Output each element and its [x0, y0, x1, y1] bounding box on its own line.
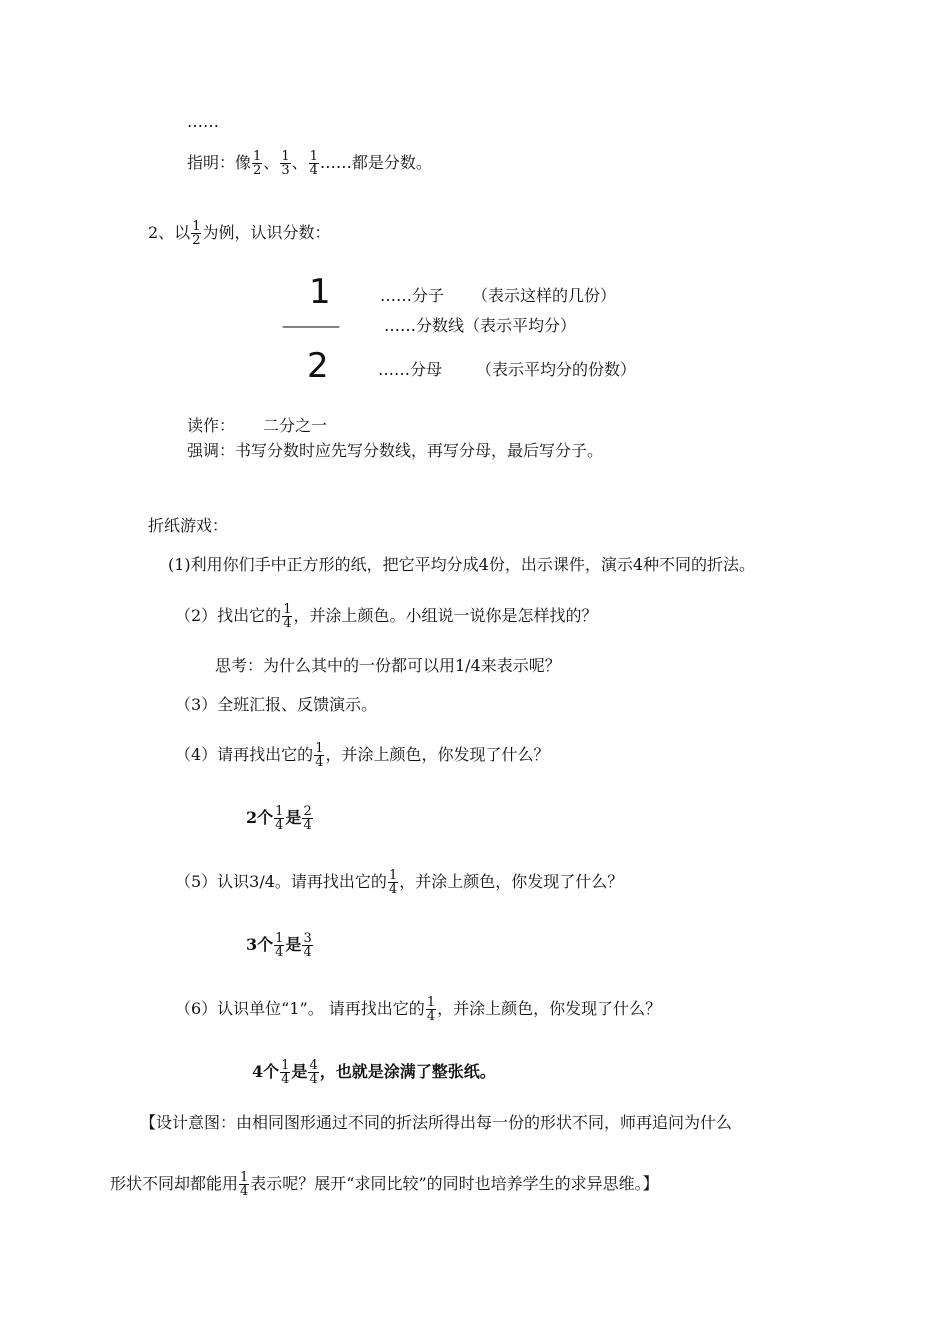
- think-line: 思考：为什么其中的一份都可以用1/4来表示呢？: [215, 656, 561, 675]
- fraction-quarter: $\frac{1}{4}$: [388, 868, 398, 897]
- fraction-quarter: $\frac{1}{4}$: [309, 149, 318, 178]
- result-4-quarters: 4个 $\frac{1}{4}$ 是 $\frac{4}{4}$ ，也就是涂满了整张纸。: [252, 1058, 496, 1087]
- emphasis-line: 强调：书写分数时应先写分数线，再写分母，最后写分子。: [187, 441, 604, 460]
- step-2: （2）找出它的 $\frac{1}{4}$ ，并涂上颜色。小组说一说你是怎样找的？: [175, 602, 598, 631]
- read-as-value: 二分之一: [263, 416, 328, 435]
- fraction-four-quarters: $\frac{4}{4}$: [309, 1058, 318, 1087]
- separator: 、: [291, 153, 308, 172]
- point-out-suffix: ……都是分数。: [319, 153, 432, 172]
- step-6: （6）认识单位“1”。 请再找出它的 $\frac{1}{4}$ ，并涂上颜色，你发现了什么？: [175, 995, 662, 1024]
- ellipsis-line: ……: [187, 112, 219, 131]
- fraction-quarter: $\frac{1}{4}$: [426, 995, 436, 1024]
- label-denominator: ……分母 （表示平均分的份数）: [378, 360, 637, 379]
- section-2-suffix: 为例，认识分数：: [202, 223, 331, 242]
- fraction-half: $\frac{1}{2}$: [192, 219, 201, 248]
- fraction-half: $\frac{1}{2}$: [253, 149, 262, 178]
- fraction-third: $\frac{1}{3}$: [281, 149, 290, 178]
- diagram-denominator: 2: [307, 346, 329, 386]
- separator: 、: [263, 153, 280, 172]
- label-fraction-line: ……分数线（表示平均分）: [384, 316, 577, 335]
- diagram-fraction-bar: ————: [282, 316, 338, 335]
- design-intent-line-1: 【设计意图：由相同图形通过不同的折法所得出每一份的形状不同，师再追问为什么: [140, 1113, 733, 1132]
- fraction-two-quarters: $\frac{2}{4}$: [303, 804, 312, 833]
- diagram-numerator: 1: [309, 272, 331, 312]
- read-as-line: [187, 416, 327, 436]
- step-4: （4）请再找出它的 $\frac{1}{4}$ ，并涂上颜色，你发现了什么？: [175, 741, 550, 770]
- game-title: 折纸游戏：: [148, 516, 229, 535]
- fraction-quarter: $\frac{1}{4}$: [281, 1058, 290, 1087]
- section-2-prefix: 2、以: [148, 223, 191, 242]
- result-2-quarters: 2个 $\frac{1}{4}$ 是 $\frac{2}{4}$: [246, 804, 312, 833]
- design-intent-line-2: 形状不同却都能用 $\frac{1}{4}$ 表示呢？展开“求同比较”的同时也培养学生的求异思维。】: [110, 1170, 659, 1199]
- section-2-heading: [148, 220, 330, 247]
- fraction-quarter: $\frac{1}{4}$: [283, 602, 292, 631]
- step-5: （5）认识3/4。请再找出它的 $\frac{1}{4}$ ，并涂上颜色，你发现了什么？: [175, 868, 624, 897]
- fraction-three-quarters: $\frac{3}{4}$: [303, 931, 312, 960]
- label-numerator: ……分子 （表示这样的几份）: [380, 286, 617, 305]
- point-out-line: [187, 150, 432, 177]
- step-3: （3）全班汇报、反馈演示。: [175, 695, 378, 714]
- read-as-label: 读作：: [187, 416, 236, 435]
- fraction-quarter: $\frac{1}{4}$: [240, 1170, 249, 1199]
- step-1: (1)利用你们手中正方形的纸，把它平均分成4份，出示课件，演示4种不同的折法。: [168, 555, 756, 574]
- fraction-quarter: $\frac{1}{4}$: [315, 741, 324, 770]
- result-3-quarters: 3个 $\frac{1}{4}$ 是 $\frac{3}{4}$: [246, 931, 312, 960]
- fraction-quarter: $\frac{1}{4}$: [275, 931, 284, 960]
- fraction-quarter: $\frac{1}{4}$: [275, 804, 284, 833]
- point-out-prefix: 指明：像: [187, 153, 252, 172]
